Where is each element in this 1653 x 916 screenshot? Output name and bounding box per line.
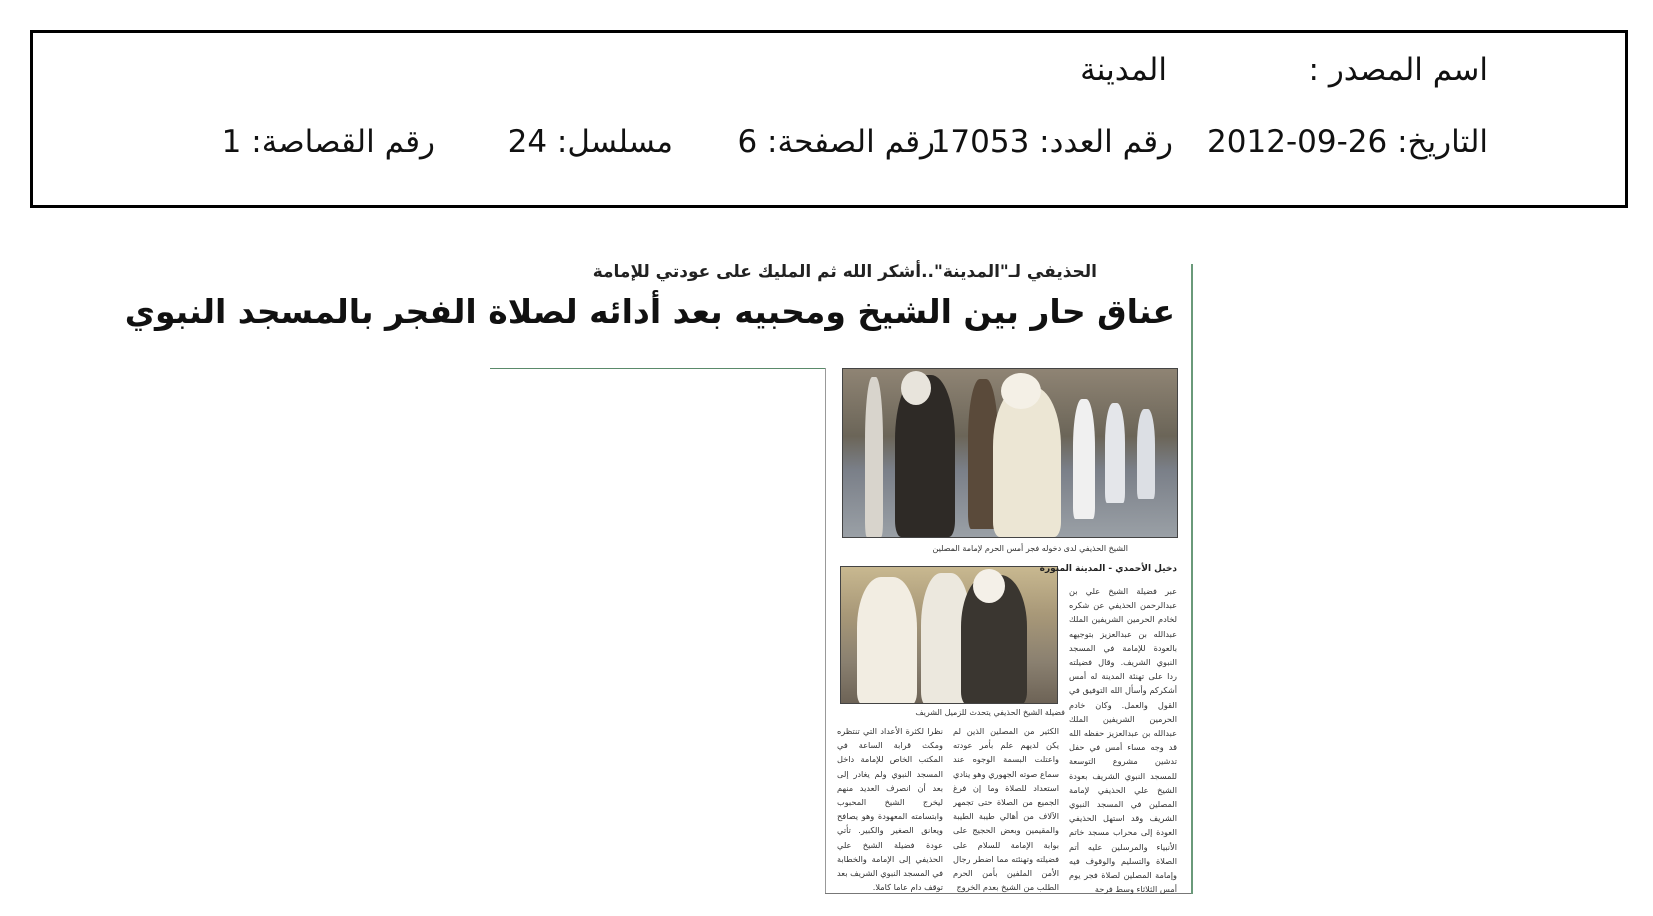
article-column-3: نظرا لكثرة الأعداد التي تنتظره ومكث قرابة الساعة في المكتب الخاص للإمامة داخل المسجد النبوي ولم يغادر إلى بعد أن انصرف العديد منهم ليخرج الشيخ المحبوب وابتسامته المعهودة وهو يصافح ويعانق الصغير والكبير. تأتي عودة فضيلة الشيخ علي الحذيفي إلى الإمامة والخطابة في المسجد النبوي الشريف بعد توقف دام عاما كاملا. <box>837 726 943 893</box>
photo-figure <box>1137 409 1155 499</box>
article-byline: دخيل الأحمدي - المدينة المنورة <box>1039 564 1177 574</box>
photo-figure <box>993 387 1061 537</box>
column-rule-left <box>825 368 826 894</box>
source-value: المدينة <box>1080 52 1167 88</box>
date-field: التاريخ: 26-09-2012 <box>1207 124 1488 160</box>
photo-figure <box>1001 373 1041 409</box>
article-column-2: الكثير من المصلين الذين لم يكن لديهم علم بأمر عودته واعتلت البسمة الوجوه عند سماع صوته الجهوري وهو ينادي استعداد للصلاة وما إن فرغ الجميع من الصلاة حتى تجمهر الآلاف من أهالي طيبة الطيبة والمقيمين وبعض الحجيج على بوابة الإمامة للسلام على فضيلته وتهنئته مما اضطر رجال الأمن الملفين بأمن الحرم الطلب من الشيخ بعدم الخروج <box>953 726 1059 893</box>
photo-figure <box>1073 399 1095 519</box>
column-rule-right <box>1191 264 1193 894</box>
serial-field: مسلسل: 24 <box>507 124 673 160</box>
issue-number-field: رقم العدد: 17053 <box>930 124 1173 160</box>
photo-figure <box>973 569 1005 603</box>
article-headline: عناق حار بين الشيخ ومحبيه بعد أدائه لصلاة الفجر بالمسجد النبوي <box>124 292 1175 331</box>
source-label: اسم المصدر : <box>1308 52 1488 88</box>
photo-figure <box>865 377 883 537</box>
photo-figure <box>901 371 931 405</box>
article-column-1: عبر فضيلة الشيخ علي بن عبدالرحمن الحذيفي عن شكره لخادم الحرمين الشريفين الملك عبدالله بن عبدالعزيز بتوجيهه بالعودة للإمامة في المسجد النبوي الشريف. وقال فضيلته ردا على تهنئة المدينة له أمس أشكركم وأسأل الله التوفيق في القول والعمل. وكان خادم الحرمين الشريفين الملك عبدالله بن عبدالعزيز حفظه الله قد وجه مساء أمس في حفل تدشين مشروع التوسعة للمسجد النبوي الشريف بعودة الشيخ علي الحذيفي لإمامة المصلين في المسجد النبوي الشريف وقد استهل الحذيفي العودة إلى محراب مسجد خاتم الأنبياء والمرسلين عليه أتم الصلاة والتسليم والوقوف فيه وإمامة المصلين لصلاة فجر يوم أمس الثلاثاء وسط فرحة <box>1069 586 1177 894</box>
photo1-caption: الشيخ الحذيفي لدى دخوله فجر أمس الحرم لإمامة المصلين <box>932 544 1128 553</box>
photo2-caption: فضيلة الشيخ الحذيفي يتحدث للزميل الشريف <box>915 708 1065 717</box>
article-kicker: الحذيفي لـ"المدينة"..أشكر الله ثم المليك على عودتي للإمامة <box>592 262 1097 282</box>
clip-number-field: رقم القصاصة: 1 <box>221 124 435 160</box>
photo-figure <box>857 577 917 704</box>
photo-sheikh-speaking <box>840 566 1058 704</box>
page-number-field: رقم الصفحة: 6 <box>737 124 935 160</box>
photo-sheikh-entering-mosque <box>842 368 1178 538</box>
photo-figure <box>1105 403 1125 503</box>
column-rule-top <box>490 368 826 369</box>
